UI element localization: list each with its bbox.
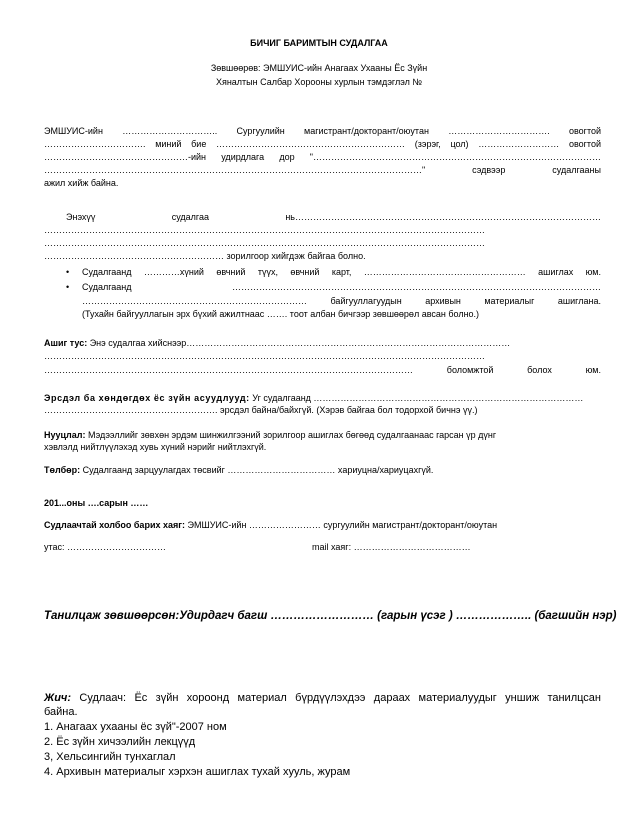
approval-line-2: Хяналтын Салбар Хорооны хурлын тэмдэглэл №	[215, 77, 423, 87]
purpose-line: …………………………………………………………………………………………………………………………………	[44, 238, 485, 248]
contact-phone: утас: ……………………………	[44, 542, 167, 552]
note-label: Жич:	[44, 692, 71, 704]
privacy-line: хэвлэлд нийтлүүлэхэд хувь хүний нэрийг нийтлэхгүй.	[44, 442, 267, 452]
risk-line: …………………………………………………. эрсдэл байна/байхгүй. (Хэрэв байгаа бол тодорхой бичнэ үү.)	[44, 405, 478, 415]
note-list-item: 3, Хельсингийн тунхаглал	[44, 751, 176, 763]
benefit-label: Ашиг тус:	[44, 338, 88, 348]
contact-line	[44, 520, 497, 531]
intro-line: ажил хийж байна.	[44, 178, 119, 188]
benefit-text: Энэ судалгаа хийснээр………………………………………………………………………………………………	[87, 338, 511, 348]
intro-line: ………………………………………………………………………………………………………………" сэдвээр судалгааны	[44, 165, 601, 175]
privacy-label: Нууцлал:	[44, 430, 86, 440]
bullet-icon: •	[66, 282, 70, 292]
benefit-line: …………………………………………………………………………………………………………………………………	[44, 351, 485, 361]
acknowledge-line: Танилцаж зөвшөөрсөн:Удирдагч багш ……………………… (гарын үсэг ) ……………….. (багшийн нэр)	[44, 610, 617, 622]
approval-line-1: Зөвшөөрөв: ЭМШУИС-ийн Анагаах Ухааны Ёс Зүйн	[210, 63, 428, 73]
page-title: БИЧИГ БАРИМТЫН СУДАЛГАА	[250, 38, 388, 48]
note-line: байна.	[44, 706, 78, 718]
date-line: 201...оны ….сарын ……	[44, 498, 149, 508]
contact-mail: mail хаяг: …………………………………	[312, 542, 471, 552]
privacy-first-line	[44, 430, 496, 441]
fee-line	[44, 465, 433, 476]
bullet-item: Судалгаанд …………хүний өвчний түүх, өвчний карт, ……………………………………………… ашиглах юм.	[82, 267, 601, 277]
note-first-line	[44, 691, 601, 705]
contact-label: Судлаачтай холбоо барих хаяг:	[44, 520, 185, 530]
benefit-first-line	[44, 338, 510, 349]
bullet-icon: •	[66, 267, 70, 277]
bullet-item-note: (Тухайн байгууллагын эрх бүхий ажилтнаас ……. тоот албан бичгээр зөвшөөрөл авсан болно.)	[82, 309, 480, 319]
note-list-item: 1. Анагаах ухааны ёс зүй"-2007 ном	[44, 721, 227, 733]
note-list-item: 2. Ёс зүйн хичээлийн лекцүүд	[44, 736, 196, 748]
risk-text: Уг судалгаанд ………………………………………………………………………………	[249, 393, 584, 403]
benefit-line: …………………………………………………………………………………………………………… боломжтой болох юм.	[44, 365, 601, 375]
intro-line: ЭМШУИС-ийн ………………………….. Сургуулийн магистрант/докторант/оюутан ……………………………. овогтой	[44, 126, 601, 136]
bullet-item: Судалгаанд ……………………………………………………………………………………………………………	[82, 282, 601, 292]
purpose-line: Энэхүү судалгаа нь…………………………………………………………………………………………	[66, 212, 601, 222]
purpose-line: …………………………………………………………………………………………………………………………………	[44, 225, 485, 235]
intro-line: …………………………………………-ийн удирдлага дор "……………………………………………………………………………………	[44, 152, 601, 162]
risk-label: Эрсдэл ба хөндөгдөх ёс зүйн асуудлууд:	[44, 393, 250, 403]
privacy-text: Мэдээллийг зөвхөн эрдэм шинжилгээний зорилгоор ашиглах бөгөөд судалгаанаас гарсан үр дүнг	[85, 430, 497, 440]
note-text: Судлаач: Ёс зүйн хороонд материал бүрдүүлэхдээ дараах материалуудыг уншиж танилцсан	[71, 692, 601, 704]
bullet-item-continuation: ………………………………………………………………… байгууллагуудын архивын материалыг ашиглана.	[82, 296, 601, 306]
note-list-item: 4. Архивын материалыг хэрхэн ашиглах тухай хууль, журам	[44, 766, 351, 778]
fee-label: Төлбөр:	[44, 465, 81, 475]
intro-line: ……………………………. миний бие ……………………………………………………… (зэрэг, цол) ……………………… овогтой	[44, 139, 601, 149]
risk-first-line	[44, 393, 583, 404]
purpose-line: …………………………………………………… зорилгоор хийгдэж байгаа болно.	[44, 251, 366, 261]
fee-text: Судалгаанд зарцуулагдах төсвийг ……………………………… хариуцна/хариуцахгүй.	[80, 465, 434, 475]
contact-text: ЭМШУИС-ийн …………………… сургуулийн магистрант/докторант/оюутан	[185, 520, 498, 530]
